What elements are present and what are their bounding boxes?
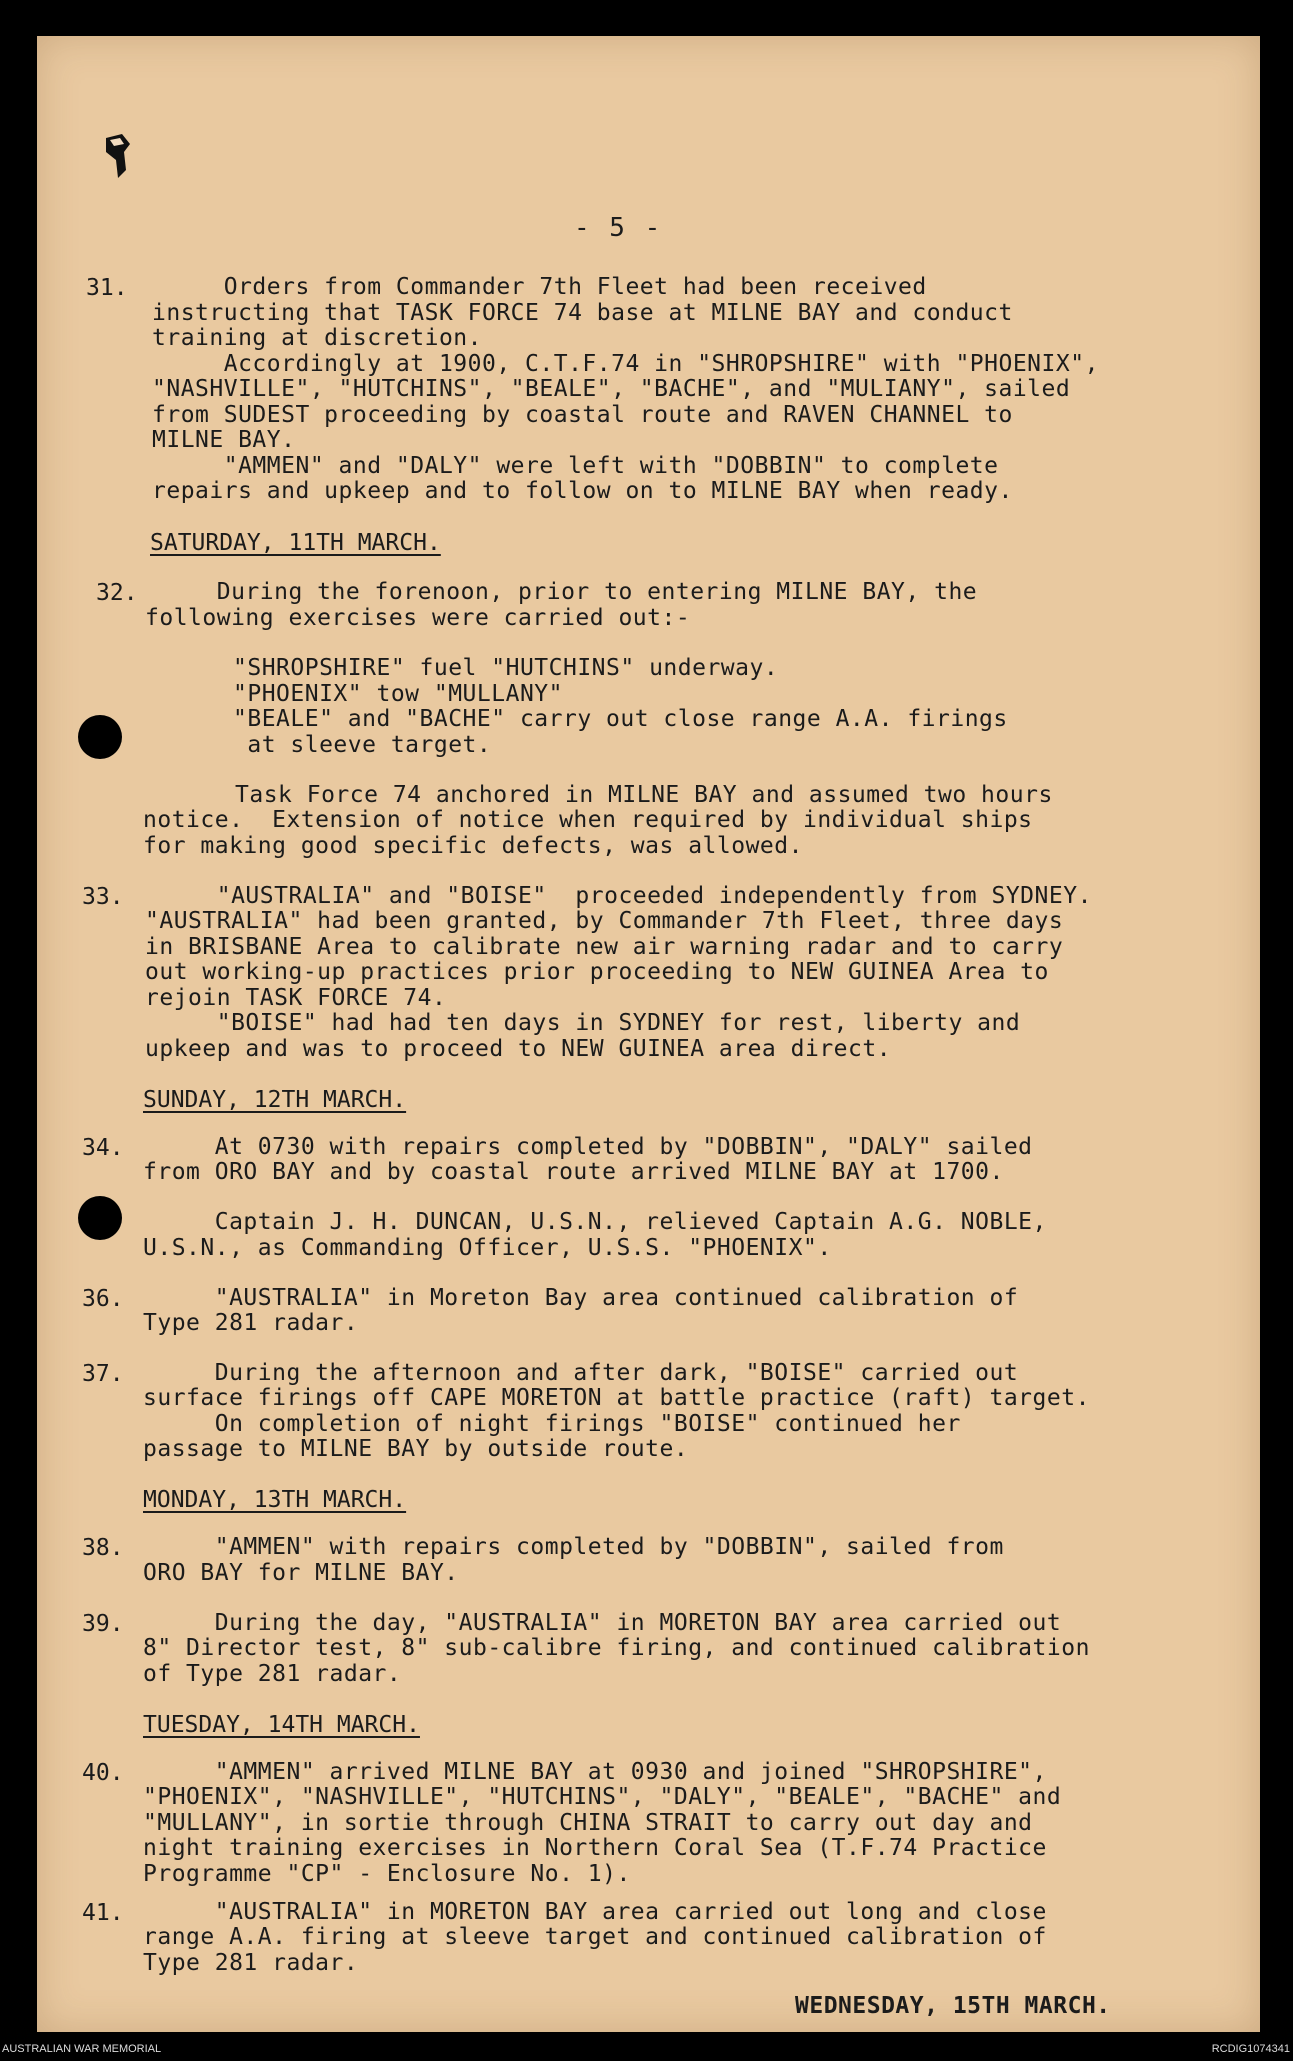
para-number-38: 38. <box>82 1535 124 1561</box>
para-32-list-item: "SHROPSHIRE" fuel "HUTCHINS" underway. <box>233 655 779 681</box>
para-33-line: out working-up practices prior proceeding to NEW GUINEA Area to <box>145 959 1049 985</box>
date-heading-monday: MONDAY, 13TH MARCH. <box>143 1487 407 1513</box>
para-36-line: Type 281 radar. <box>143 1310 359 1336</box>
punch-hole-upper <box>78 715 122 759</box>
para-37-line: passage to MILNE BAY by outside route. <box>143 1436 689 1462</box>
para-40-line: "MULLANY", in sortie through CHINA STRAIT to carry out day and <box>143 1810 1033 1836</box>
para-39-line: of Type 281 radar. <box>143 1661 402 1687</box>
para-37-line: On completion of night firings "BOISE" continued her <box>143 1411 961 1437</box>
para-31-line: instructing that TASK FORCE 74 base at MILNE BAY and conduct <box>152 300 1013 326</box>
page-number: - 5 - <box>574 213 663 243</box>
para-38-line: "AMMEN" with repairs completed by "DOBBIN", sailed from <box>143 1534 1004 1560</box>
footer-record-id: RCDIG1074341 <box>1211 2043 1290 2055</box>
para-32-tail-line: notice. Extension of notice when required by individual ships <box>143 807 1033 833</box>
para-35-line: U.S.N., as Commanding Officer, U.S.S. "PHOENIX". <box>143 1235 832 1261</box>
para-33-line: in BRISBANE Area to calibrate new air warning radar and to carry <box>145 934 1064 960</box>
para-36-line: "AUSTRALIA" in Moreton Bay area continued calibration of <box>143 1285 1019 1311</box>
para-32-tail-line: Task Force 74 anchored in MILNE BAY and assumed two hours <box>235 782 1053 808</box>
para-31-line: MILNE BAY. <box>152 427 296 453</box>
para-number-39: 39. <box>82 1611 124 1637</box>
para-41-line: Type 281 radar. <box>143 1950 359 1976</box>
para-33-line: "AUSTRALIA" and "BOISE" proceeded independently from SYDNEY. <box>145 883 1092 909</box>
para-number-37: 37. <box>82 1361 124 1387</box>
catchword: WEDNESDAY, 15TH MARCH. <box>795 1993 1111 2019</box>
footer-archive-name: AUSTRALIAN WAR MEMORIAL <box>2 2043 162 2055</box>
date-heading-saturday: SATURDAY, 11TH MARCH. <box>150 530 441 556</box>
para-39-line: During the day, "AUSTRALIA" in MORETON BAY area carried out <box>143 1610 1062 1636</box>
paper-tear-mark <box>100 130 136 180</box>
date-heading-tuesday: TUESDAY, 14TH MARCH. <box>143 1712 420 1738</box>
para-number-33: 33. <box>82 884 124 910</box>
para-40-line: "AMMEN" arrived MILNE BAY at 0930 and joined "SHROPSHIRE", <box>143 1759 1047 1785</box>
para-number-40: 40. <box>82 1760 124 1786</box>
para-33-line: "AUSTRALIA" had been granted, by Commander 7th Fleet, three days <box>145 908 1064 934</box>
para-31-line: Accordingly at 1900, C.T.F.74 in "SHROPSHIRE" with "PHOENIX", <box>152 351 1099 377</box>
para-38-line: ORO BAY for MILNE BAY. <box>143 1560 459 1586</box>
para-39-line: 8" Director test, 8" sub-calibre firing, and continued calibration <box>143 1635 1090 1661</box>
para-40-line: night training exercises in Northern Coral Sea (T.F.74 Practice <box>143 1835 1047 1861</box>
para-31-line: Orders from Commander 7th Fleet had been received <box>152 274 927 300</box>
para-31-line: "NASHVILLE", "HUTCHINS", "BEALE", "BACHE", and "MULIANY", sailed <box>152 376 1071 402</box>
para-number-31: 31. <box>86 275 128 301</box>
para-37-line: surface firings off CAPE MORETON at battle practice (raft) target. <box>143 1385 1090 1411</box>
para-32-line: During the forenoon, prior to entering MILNE BAY, the <box>145 579 978 605</box>
para-33-line: rejoin TASK FORCE 74. <box>145 985 447 1011</box>
para-number-32: 32. <box>96 580 138 606</box>
para-37-line: During the afternoon and after dark, "BOISE" carried out <box>143 1360 1019 1386</box>
para-32-list-item: at sleeve target. <box>233 732 492 758</box>
para-32-tail-line: for making good specific defects, was allowed. <box>143 833 803 859</box>
date-heading-sunday: SUNDAY, 12TH MARCH. <box>143 1087 407 1113</box>
para-41-line: "AUSTRALIA" in MORETON BAY area carried out long and close <box>143 1899 1047 1925</box>
para-31-line: from SUDEST proceeding by coastal route and RAVEN CHANNEL to <box>152 402 1013 428</box>
para-number-34: 34. <box>82 1135 124 1161</box>
para-33-line: upkeep and was to proceed to NEW GUINEA area direct. <box>145 1036 892 1062</box>
para-33-line: "BOISE" had had ten days in SYDNEY for rest, liberty and <box>145 1010 1021 1036</box>
para-35-line: Captain J. H. DUNCAN, U.S.N., relieved Captain A.G. NOBLE, <box>143 1209 1047 1235</box>
para-31-line: "AMMEN" and "DALY" were left with "DOBBIN" to complete <box>152 453 999 479</box>
punch-hole-lower <box>78 1196 122 1240</box>
para-32-line: following exercises were carried out:- <box>145 605 691 631</box>
para-number-36: 36. <box>82 1286 124 1312</box>
para-number-41: 41. <box>82 1900 124 1926</box>
para-32-list-item: "BEALE" and "BACHE" carry out close range A.A. firings <box>233 706 1008 732</box>
para-40-line: Programme "CP" - Enclosure No. 1). <box>143 1861 631 1887</box>
para-31-line: repairs and upkeep and to follow on to MILNE BAY when ready. <box>152 478 1013 504</box>
para-32-list-item: "PHOENIX" tow "MULLANY" <box>233 681 563 707</box>
para-31-line: training at discretion. <box>152 325 482 351</box>
para-34-line: from ORO BAY and by coastal route arrived MILNE BAY at 1700. <box>143 1159 1004 1185</box>
para-41-line: range A.A. firing at sleeve target and continued calibration of <box>143 1924 1047 1950</box>
para-34-line: At 0730 with repairs completed by "DOBBIN", "DALY" sailed <box>143 1134 1033 1160</box>
para-40-line: "PHOENIX", "NASHVILLE", "HUTCHINS", "DALY", "BEALE", "BACHE" and <box>143 1784 1062 1810</box>
